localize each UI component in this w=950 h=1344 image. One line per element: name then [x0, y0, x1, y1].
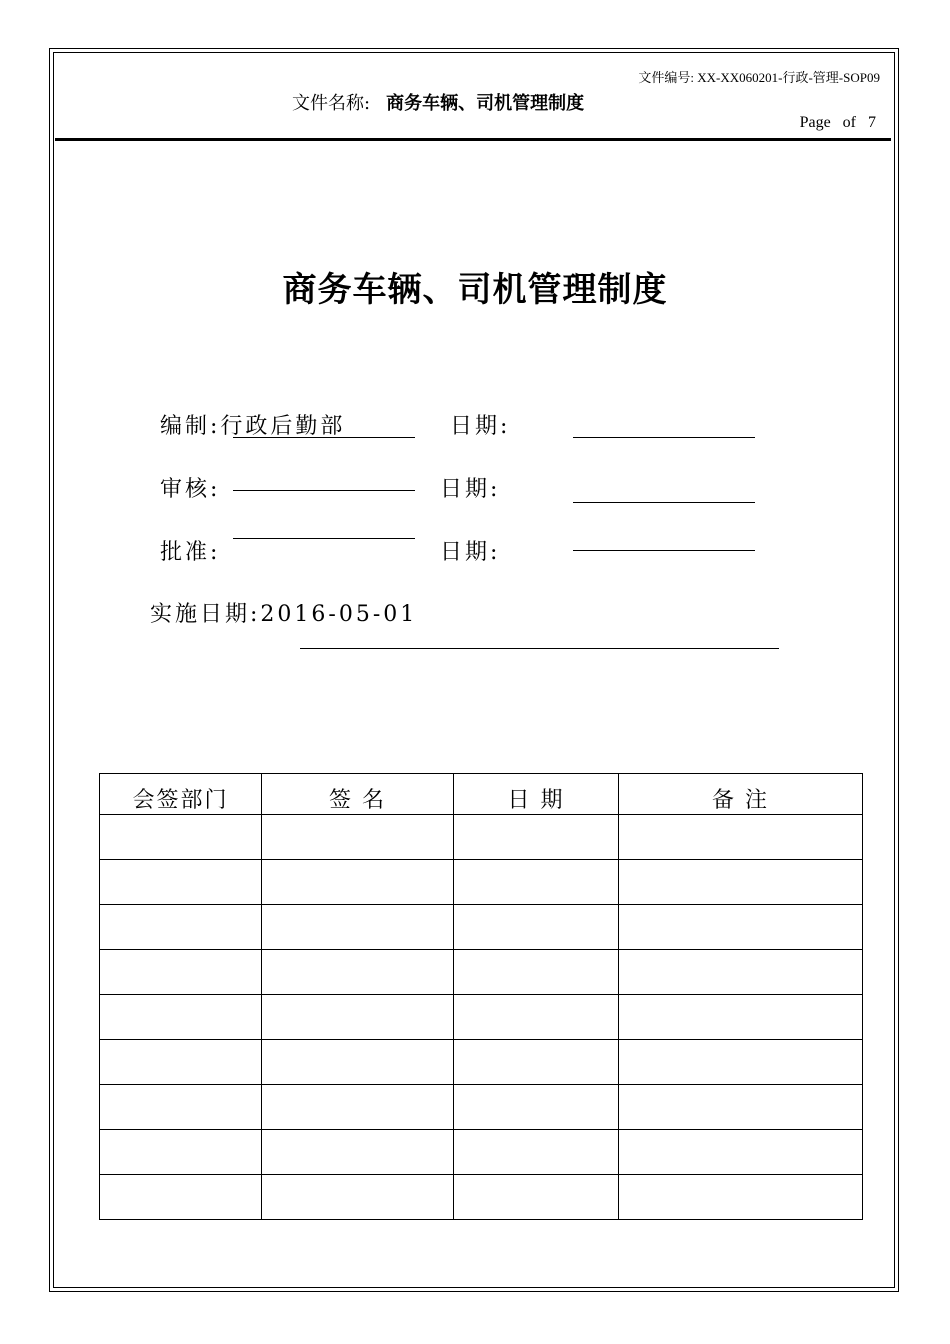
table-cell — [454, 1085, 619, 1130]
prepared-by — [160, 409, 345, 440]
table-cell — [619, 1175, 863, 1220]
prepared-value: 行政后勤部 — [220, 414, 346, 439]
table-cell — [454, 950, 619, 995]
table-row — [100, 815, 863, 860]
table-cell — [619, 1040, 863, 1085]
effective-underline — [300, 648, 779, 649]
table-cell — [454, 815, 619, 860]
table-cell — [262, 1040, 454, 1085]
prepared-underline — [233, 437, 415, 438]
page-title: 商务车辆、司机管理制度 — [282, 270, 668, 310]
effective-label: 实施日期: — [150, 602, 261, 627]
table-cell — [454, 995, 619, 1040]
table-cell — [262, 815, 454, 860]
table-cell — [262, 1175, 454, 1220]
approved-underline — [233, 538, 415, 539]
header-divider — [55, 138, 891, 141]
table-cell — [454, 1040, 619, 1085]
table-row — [100, 1085, 863, 1130]
table-row — [100, 1175, 863, 1220]
table-row — [100, 860, 863, 905]
table-cell — [619, 995, 863, 1040]
effective-date — [150, 597, 417, 628]
table-row — [100, 995, 863, 1040]
table-cell — [262, 1130, 454, 1175]
table-cell — [619, 860, 863, 905]
table-cell — [262, 1085, 454, 1130]
table-cell — [100, 995, 262, 1040]
table-cell — [262, 995, 454, 1040]
signoff-table — [99, 773, 863, 1220]
prepared-label: 编制: — [160, 414, 221, 439]
table-cell — [454, 1130, 619, 1175]
document-name-label: 文件名称: — [292, 93, 371, 114]
approved-date-underline — [573, 550, 755, 551]
table-row — [100, 1130, 863, 1175]
document-number: 文件编号: XX-XX060201-行政-管理-SOP09 — [638, 70, 880, 85]
table-cell — [100, 1175, 262, 1220]
table-cell — [619, 1130, 863, 1175]
table-header-row — [100, 774, 863, 815]
prepared-date-label: 日期: — [450, 414, 511, 439]
document-name — [292, 89, 584, 115]
approved-label: 批准: — [160, 540, 221, 565]
table-cell — [454, 905, 619, 950]
header-department: 会签部门 — [100, 774, 262, 815]
table-cell — [100, 815, 262, 860]
table-row — [100, 1040, 863, 1085]
table-row — [100, 950, 863, 995]
table-cell — [619, 815, 863, 860]
table-cell — [454, 1175, 619, 1220]
table-cell — [100, 950, 262, 995]
table-cell — [100, 1130, 262, 1175]
reviewed-underline — [233, 490, 415, 491]
reviewed-date-label: 日期: — [440, 477, 501, 502]
header-remarks: 备 注 — [619, 774, 863, 815]
reviewed-date-underline — [573, 502, 755, 503]
header-signature: 签 名 — [262, 774, 454, 815]
table-cell — [619, 905, 863, 950]
table-cell — [262, 950, 454, 995]
table-cell — [100, 1085, 262, 1130]
approved-date-label: 日期: — [440, 540, 501, 565]
header-date: 日 期 — [454, 774, 619, 815]
table-cell — [100, 860, 262, 905]
table-cell — [100, 1040, 262, 1085]
table-cell — [100, 905, 262, 950]
reviewed-label: 审核: — [160, 477, 221, 502]
document-name-value: 商务车辆、司机管理制度 — [386, 93, 585, 114]
effective-value: 2016-05-01 — [260, 602, 418, 627]
table-cell — [619, 950, 863, 995]
table-row — [100, 905, 863, 950]
table-cell — [262, 905, 454, 950]
page-number: Page of 7 — [799, 114, 876, 131]
prepared-date-underline — [573, 437, 755, 438]
table-cell — [262, 860, 454, 905]
table-cell — [619, 1085, 863, 1130]
table-cell — [454, 860, 619, 905]
